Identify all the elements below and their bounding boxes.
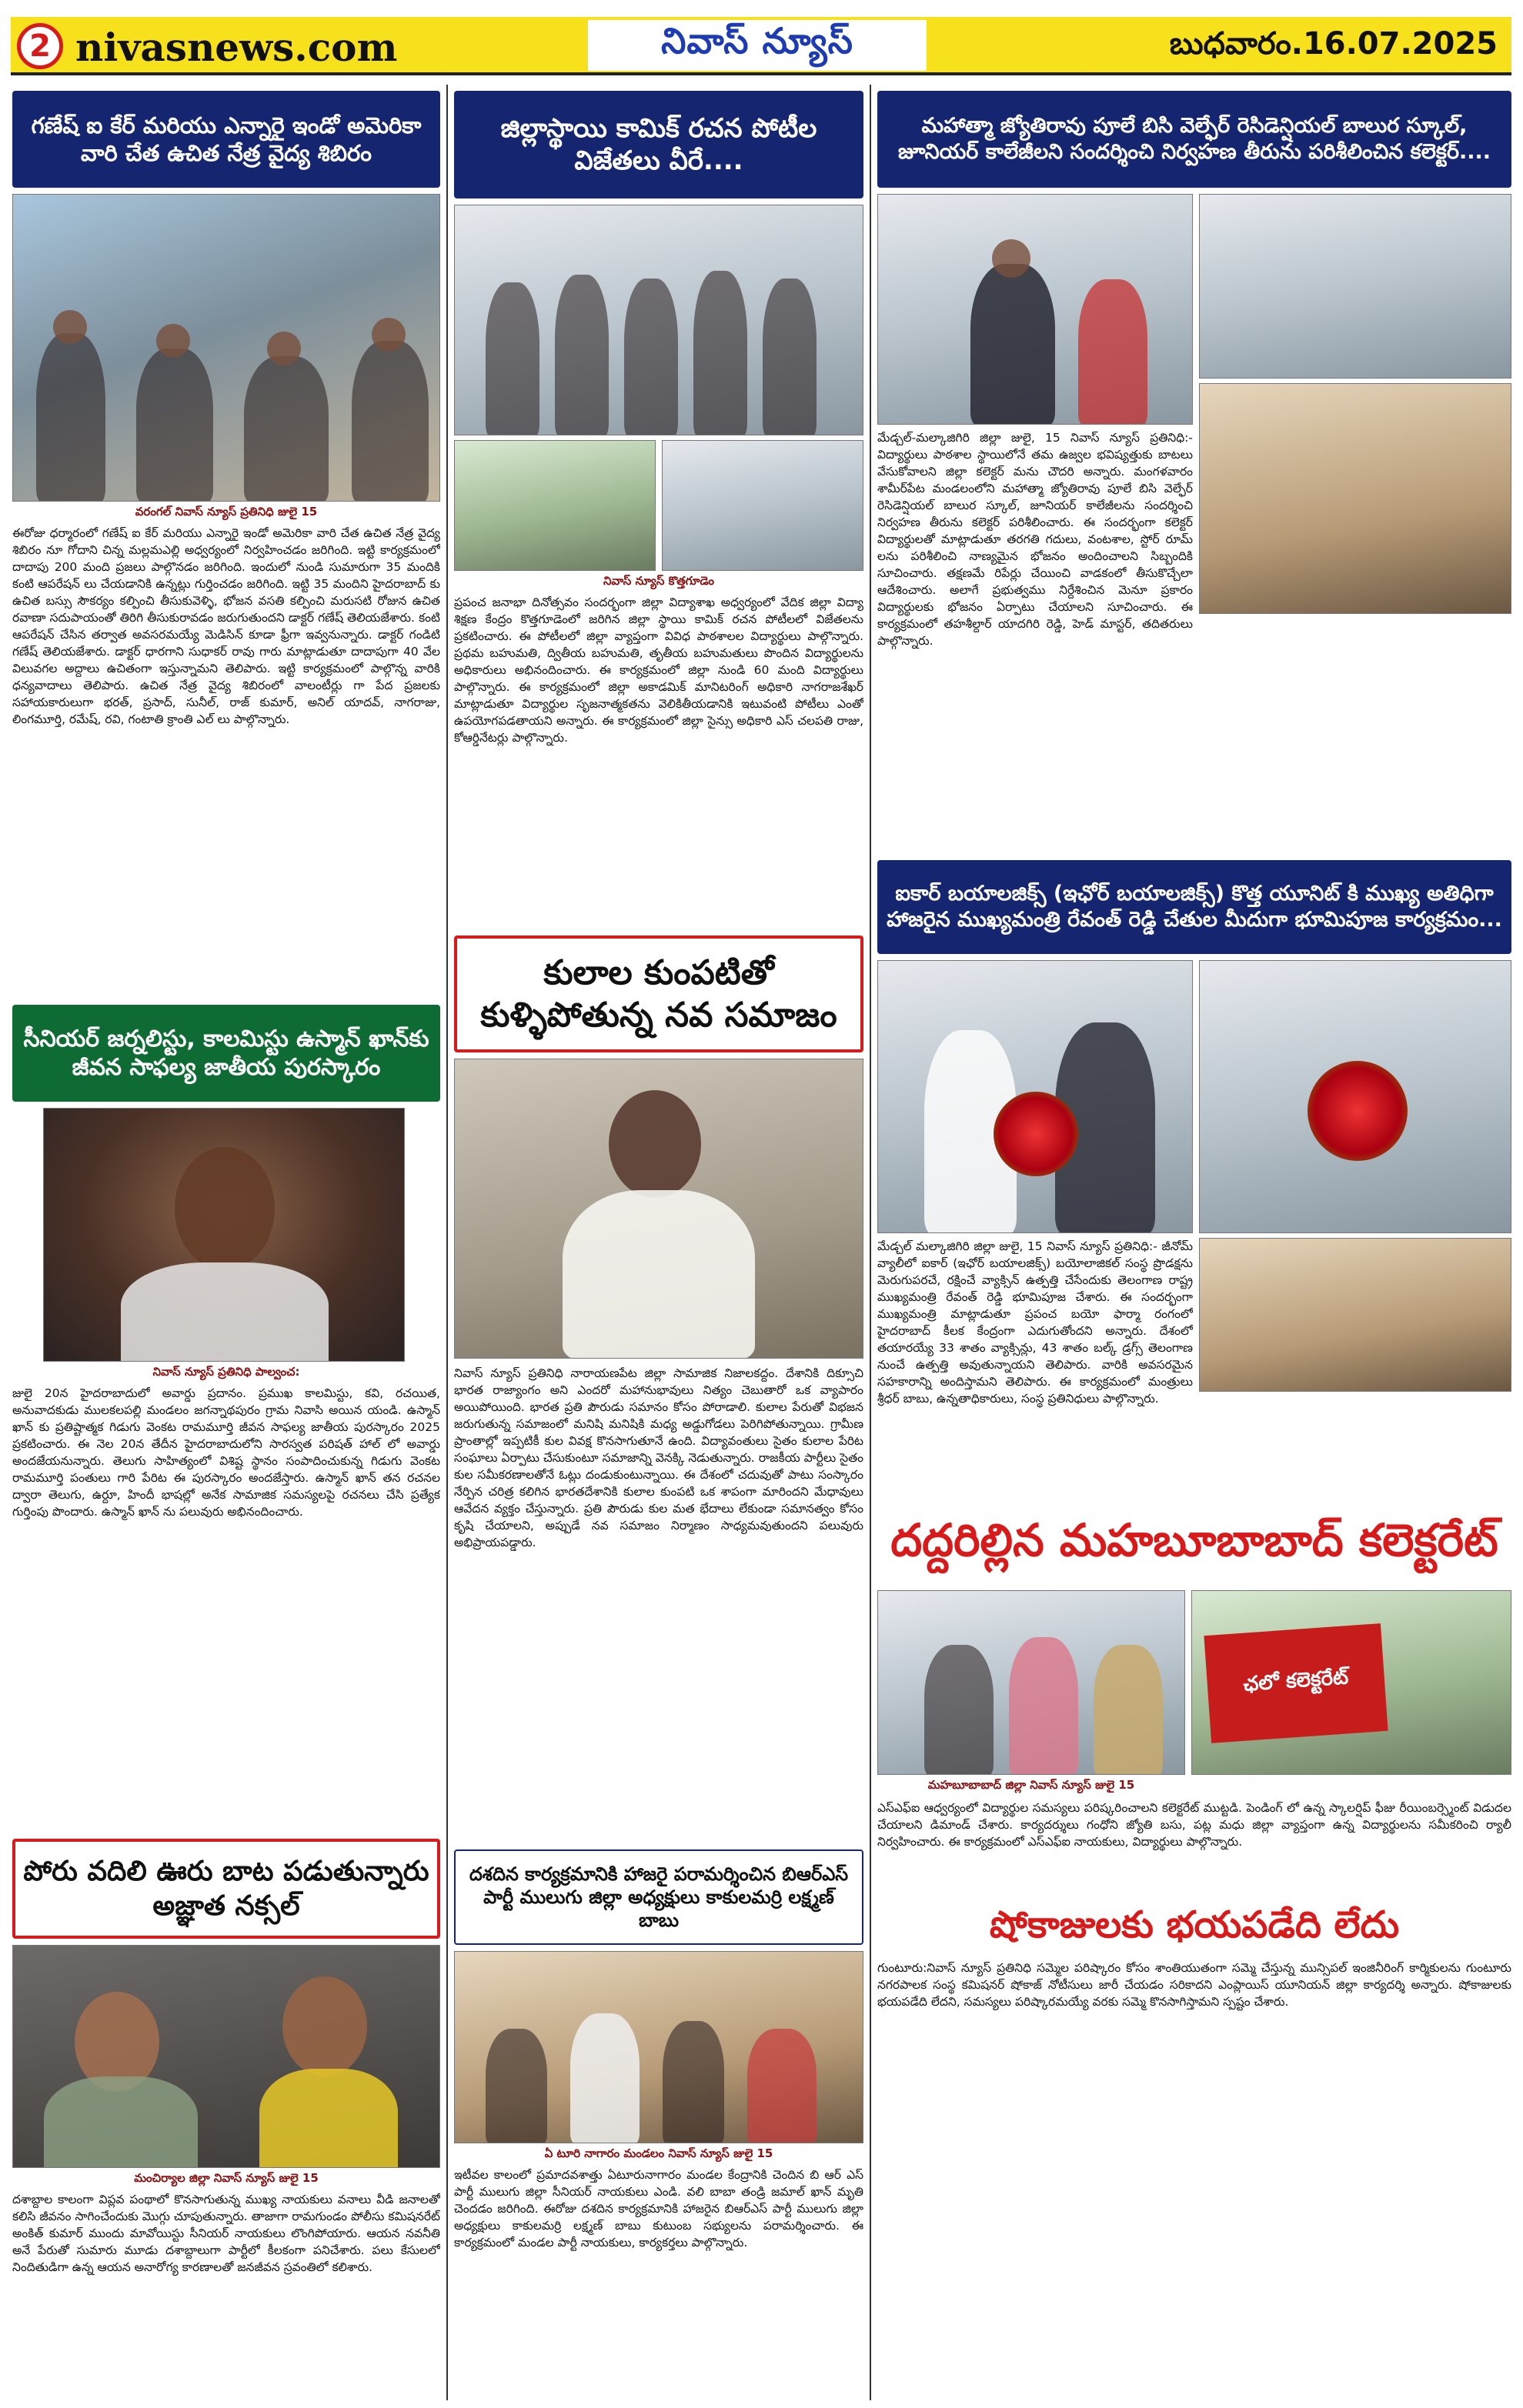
headline-icar: ఐకార్ బయాలజిక్స్ (ఇఛోర్ బయాలజిక్స్) కొత్త యూనిట్ కి ముఖ్య అతిధిగా హాజరైన ముఖ్యమంత్రి రేవంత్ రెడ్డి చేతుల మీదుగా భూమిపూజ కార్యక్రమం... xyxy=(877,860,1511,954)
dateline: బుధవారం.16.07.2025 xyxy=(1169,26,1498,62)
column-middle xyxy=(454,91,863,2282)
photo-phule-classroom xyxy=(1199,194,1511,379)
byline-mahabubabad: మహబూబాబాద్ జిల్లా నివాస్ న్యూస్ జులై 15 xyxy=(927,1778,1135,1792)
photo-icar-bhoomi-puja xyxy=(1199,1238,1511,1392)
column-right xyxy=(877,91,1511,2067)
body-mahabubabad: ఎస్ఎఫ్ఐ ఆధ్వర్యంలో విద్యార్థుల సమస్యలు పరిష్కరించాలని కలెక్టరేట్ ముట్టడి. పెండింగ్ లో ఉన్న స్కాలర్షిప్ ఫీజు రీయింబర్స్మెంట్ విడుదల చేయాలని డిమాండ్ చేశారు. కార్యదర్శులు గంధోని జ్యోతి బసు, పట్ల మధు జిల్లా వ్యాప్తంగా ఉన్న విద్యార్థులను సమీకరించి ర్యాలీ నిర్వహించారు. ఈ కార్యక్రమంలో ఎస్ఎఫ్ఐ నాయకులు, విద్యార్థులు పాల్గొన్నారు. xyxy=(877,1801,1511,1849)
column-divider xyxy=(446,85,448,2400)
byline-usman-award: నివాస్ న్యూస్ ప్రతినిధి పాల్వంచ: xyxy=(152,1365,300,1379)
body-caste-society: నివాస్ న్యూస్ ప్రతినిధి నారాయణపేట జిల్లా సామాజిక నిజాలకద్దం. దేశానికి దిక్సూచి భారత రాజ్యాంగం అని ఎందరో మహానుభావులు నిత్యం చెబుతారో ఒక వ్యాపారం అయిపోయింది. భారత ప్రతి పౌరుడు సమానం కోసం పోరాడాలి. కులాల పేరుతో విభజన జరుగుతున్న సమాజంలో మనిషి మనిషికి మధ్య అడ్డుగోడలు పెరిగిపోతున్నాయి. గ్రామీణ ప్రాంతాల్లో ఇప్పటికీ కుల వివక్ష కొనసాగుతూనే ఉంది. విద్యావంతులు సైతం కులాల పేరిట సంఘాలు ఏర్పాటు చేసుకుంటూ సమాజాన్ని వెనక్కి నెడుతున్నారు. రాజకీయ పార్టీలు సైతం కుల సమీకరణాలతోనే ఓట్లు దండుకుంటున్నాయి. ఈ దేశంలో చదువుతో పాటు సంస్కారం నేర్పిన చరిత్ర కలిగిన భారతదేశానికి కులాల కుంపటి ఒక శాపంగా మారిందని మేధావులు ఆవేదన వ్యక్తం చేస్తున్నారు. ప్రతి పౌరుడు కుల మత భేదాలు లేకుండా సమానత్వం కోసం కృషి చేయాలని, అప్పుడే నవ సమాజం నిర్మాణం సాధ్యమవుతుందని పలువురు అభిప్రాయపడ్డారు. xyxy=(454,1366,863,1549)
headline-brs-dasadina: దశదిన కార్యక్రమానికి హాజరై పరామర్శించిన బిఆర్ఎస్ పార్టీ ములుగు జిల్లా అధ్యక్షులు కాకులమర్రి లక్ష్మణ్ బాబు xyxy=(454,1849,863,1945)
photo-icar-cm xyxy=(877,960,1193,1233)
body-comic-contest: ప్రపంచ జనాభా దినోత్సవం సందర్భంగా జిల్లా విద్యాశాఖ అధ్వర్యంలో వేదిక జిల్లా విద్యా శిక్షణ కేంద్రం కొత్తగూడెంలో జరిగిన జిల్లా స్థాయి కామిక్ రచన పోటీలలో విజేతలను ప్రకటించారు. ఈ పోటీలలో జిల్లా వ్యాప్తంగా వివిధ పాఠశాలల విద్యార్థులు పాల్గొన్నారు. ప్రథమ బహుమతి, ద్వితీయ బహుమతి, తృతీయ బహుమతులు పొందిన విద్యార్థులను అధికారులు అభినందించారు. ఈ కార్యక్రమంలో జిల్లా నుండి 60 మంది విద్యార్థులు పాల్గొన్నారు. ఈ కార్యక్రమంలో జిల్లా అకాడమిక్ మానిటరింగ్ అధికారి నాగరాజశేఖర్ మాట్లాడుతూ విద్యార్థుల సృజనాత్మకతను వెలికితీయడానికి ఇటువంటి పోటీలు ఎంతో ఉపయోగపడతాయని అన్నారు. ఈ కార్యక్రమంలో జిల్లా సైన్సు అధికారి ఎస్ చలపతి రాజు, కోఆర్డినేటర్లు పాల్గొన్నారు. xyxy=(454,595,863,745)
photo-naxal xyxy=(12,1945,440,2168)
body-brs-dasadina: ఇటీవల కాలంలో ప్రమాదవశాత్తు ఏటూరునాగారం మండల కేంద్రానికి చెందిన బి ఆర్ ఎస్ పార్టీ ములుగు జిల్లా సీనియర్ నాయకులు ఎండి. వలి బాబా తండ్రి జమాల్ ఖాన్ మృతి చెందడం జరిగింది. ఈరోజు దశదిన కార్యక్రమానికి హాజరైన బిఆర్ఎస్ పార్టీ ములుగు జిల్లా అధ్యక్షులు కాకులమర్రి లక్ష్మణ్ బాబు కుటుంబ సభ్యులను పరామర్శించారు. ఈ కార్యక్రమంలో మండల పార్టీ నాయకులు, కార్యకర్తలు పాల్గొన్నారు. xyxy=(454,2168,863,2250)
rally-banner: ఛలో కలెక్టరేట్ xyxy=(1204,1623,1388,1743)
site-name[interactable]: nivasnews.com xyxy=(75,25,398,70)
photo-phule-collector xyxy=(877,194,1193,425)
headline-eye-camp: గణేష్ ఐ కేర్ మరియు ఎన్నారై ఇండో అమెరికా వారి చేత ఉచిత నేత్ర వైద్య శిబిరం xyxy=(12,91,440,188)
body-naxal: దశాబ్దాల కాలంగా విప్లవ పంథాలో కొనసాగుతున్న ముఖ్య నాయకులు వనాలు వీడి జనాలతో కలిసి జీవనం సాగించేందుకు మొగ్గు చూపుతున్నారు. తాజాగా రామగుండం పోలీసు కమిషనరేట్ అంకిత్ కుమార్ ముందు మావోయిస్టు సీనియర్ నాయకులు లొంగిపోయారు. ఆయన నవనీతి అనే పేరుతో సుమారు మూడు దశాబ్దాలుగా పార్టీలో కీలకంగా పనిచేశారు. పలు కేసులలో నిందితుడిగా ఉన్న ఆయన అనారోగ్య కారణాలతో జనజీవన స్రవంతిలో కలిశారు. xyxy=(12,2193,440,2274)
column-divider xyxy=(870,85,871,2400)
photo-comic-contest-students xyxy=(454,440,656,571)
photo-comic-contest-prize xyxy=(662,440,863,571)
headline-shokaz: షోకాజులకు భయపడేది లేదు xyxy=(877,1895,1511,1955)
body-usman-award: జులై 20న హైదరాబాదులో అవార్డు ప్రదానం. ప్రముఖ కాలమిస్టు, కవి, రచయిత, అనువాదకుడు ములకలపల్లి మండలం జగన్నాథపురం గ్రామ నివాసి అయిన యండి. ఉస్మాన్ ఖాన్ కు ప్రతిష్టాత్మక గిడుగు వెంకట రామమూర్తి జీవన సాఫల్య జాతీయ పురస్కారం 2025 ప్రకటించారు. ఈ నెల 20న తేదీన హైదరాబాదులోని సారస్వత పరిషత్ హాల్ లో అవార్డు అందజేయనున్నారు. తెలుగు సాహిత్యంలో విశిష్ట స్థానం సంపాదించుకున్న గిడుగు వెంకట రామమూర్తి పంతులు గారి పేరిట ఈ పురస్కారం అందజేస్తారు. ఉస్మాన్ ఖాన్ తన రచనల ద్వారా తెలుగు, ఉర్దూ, హిందీ భాషల్లో అనేక సామాజిక సమస్యలపై రచనలు చేసి ప్రత్యేక గుర్తింపు పొందారు. ఉస్మాన్ ఖాన్ ను పలువురు అభినందించారు. xyxy=(12,1386,440,1519)
photo-caste-society xyxy=(454,1059,863,1359)
photo-mahabubabad-memorandum xyxy=(877,1590,1185,1775)
headline-phule-school: మహాత్మా జ్యోతిరావు పూలే బిసి వెల్ఫేర్ రెసిడెన్షియల్ బాలుర స్కూల్, జూనియర్ కాలేజీలని సందర్శించి నిర్వహణ తీరును పరిశీలించిన కలెక్టర్.... xyxy=(877,91,1511,188)
body-icar: మేడ్చల్ మల్కాజిగిరి జిల్లా జులై, 15 నివాస్ న్యూస్ ప్రతినిధి:- జీనోమ్ వ్యాలీలో ఐకార్ (ఇఛోర్ బయాలజిక్స్) బయోలాజికల్ సంస్థ ప్రొడక్షను మెరుగుపరచే, రక్షించే వ్యాక్సిన్ ఉత్పత్తి చేసేందుకు తెలంగాణ రాష్ట్ర ముఖ్యమంత్రి రేవంత్ రెడ్డి భూమిపూజ చేశారు. ఈ సందర్భంగా ముఖ్యమంత్రి మాట్లాడుతూ ప్రపంచ బయో ఫార్మా రంగంలో హైదరాబాద్ కీలక కేంద్రంగా ఎదుగుతోందని అన్నారు. దేశంలో తయారయ్యే 33 శాతం వ్యాక్సిన్లు, 43 శాతం బల్క్ డ్రగ్స్ తెలంగాణ నుంచే ఉత్పత్తి అవుతున్నాయని తెలిపారు. వారికి అవసరమైన సహకారాన్ని అందిస్తామని తెలిపారు. ఈ కార్యక్రమంలో మంత్రులు శ్రీధర్ బాబు, ఉన్నతాధికారులు, సంస్థ ప్రతినిధులు పాల్గొన్నారు. xyxy=(877,1239,1193,1406)
byline-naxal: మంచిర్యాల జిల్లా నివాస్ న్యూస్ జులై 15 xyxy=(134,2171,319,2185)
byline-brs-dasadina: ఏ టూరి నాగారం మండలం నివాస్ న్యూస్ జులై 15 xyxy=(544,2146,773,2160)
headline-usman-award: సీనియర్ జర్నలిస్టు, కాలమిస్టు ఉస్మాన్ ఖాన్‌కు జీవన సాఫల్య జాతీయ పురస్కారం xyxy=(12,1005,440,1102)
photo-eye-camp xyxy=(12,194,440,502)
byline-eye-camp: వరంగల్ నివాస్ న్యూస్ ప్రతినిధి జులై 15 xyxy=(135,505,318,519)
column-left xyxy=(12,91,440,2306)
photo-usman-khan xyxy=(43,1108,405,1362)
photo-icar-bouquet xyxy=(1199,960,1511,1233)
body-shokaz: గుంటూరు:నివాస్ న్యూస్ ప్రతినిధి సమ్మెల పరిష్కారం కోసం శాంతియుతంగా సమ్మె చేస్తున్న మున్సిపల్ ఇంజినీరింగ్ కార్మికులను గుంటూరు నగరపాలక సంస్థ కమిషనర్ షోకాజ్ నోటీసులు జారీ చేయడం సరికాదని ఎంప్లాయిస్ యూనియన్ జిల్లా కార్యదర్శి అన్నారు. షోకాజులకు భయపడేది లేదని, సమస్యలు పరిష్కారమయ్యే వరకు సమ్మె కొనసాగిస్తామని స్పష్టం చేశారు. xyxy=(877,1961,1511,2009)
body-eye-camp: ఈరోజు ధర్మారంలో గణేష్ ఐ కేర్ మరియు ఎన్నారై ఇండో అమెరికా వారి చేత ఉచిత నేత్ర వైద్య శిబిరం నూ గోదాని చిన్న మల్లమఎల్లి అధ్వర్యంలో నిర్వహించడం జరిగింది. ఇట్టి కార్యక్రమంలో దాదాపు 200 మంది ప్రజలు పాల్గొనడం జరిగింది. ఇందులో నుండి సుమారుగా 35 మందికి కంటి ఆపరేషన్ లు చేయడానికి ఉన్నట్లు గుర్తించడం జరిగింది. ఇట్టి 35 మందిని హైదరాబాద్ కు ఉచిత బస్సు సౌకర్యం కల్పించి తీసుకువెళ్ళి, భోజన వసతి కల్పించి మరుసటి రోజున ఉచిత రవాణా సదుపాయంతో తిరిగి తీసుకురావడం జరుగుతుందని డాక్టర్ గణేష్ తెలియజేశారు. కంటి ఆపరేషన్ చేసిన తర్వాత అవసరమయ్యే మెడిసిన్ కూడా ఫ్రీగా ఇవ్వనున్నారు. డాక్టర్ గండిటి గణేష్ తెలియజేశారు. డాక్టర్ ధారగాని సుధాకర్ రావు గారు మాట్లాడుతూ దాదాపుగా 40 వేల విలువగల అద్దాలు ఉచితంగా ఇస్తున్నామని తెలిపారు. ఇట్టి కార్యక్రమంలో పాల్గొన్న వారికి ధన్యవాదాలు తెలిపారు. ఉచిత నేత్ర వైద్య శిబిరంలో వాలంటీర్లు గా పేద ప్రజలకు సహాయకారులుగా భరత్, ప్రసాద్, సునీల్, రాజ్ కుమార్, అనిల్ యాదవ్, నాగరాజు, లింగమూర్తి, రమేష్, రవి, గంటాతి క్రాంతి ఎల్ లు పాల్గొన్నారు. xyxy=(12,526,440,726)
headline-comic-contest: జిల్లాస్థాయి కామిక్ రచన పోటీల విజేతలు వీరే.... xyxy=(454,91,863,198)
paper-name: నివాస్ న్యూస్ xyxy=(588,20,927,71)
headline-mahabubabad: దద్దరిల్లిన మహబూబాబాద్ కలెక్టరేట్ xyxy=(877,1495,1511,1586)
photo-brs-dasadina xyxy=(454,1951,863,2143)
photo-comic-contest-group xyxy=(454,205,863,435)
body-phule-school: మేడ్చల్-మల్కాజిగిరి జిల్లా జులై, 15 నివాస్ న్యూస్ ప్రతినిధి:- విద్యార్థులు పాఠశాల స్థాయిలోనే తమ ఉజ్వల భవిష్యత్తుకు బాటలు వేసుకోవాలని జిల్లా కలెక్టర్ మను చౌదరి అన్నారు. మంగళవారం శామీర్‌పేట మండలంలోని మహాత్మా జ్యోతిరావు పూలే బిసి వెల్ఫేర్ రెసిడెన్షియల్ బాలుర స్కూల్, జూనియర్ కాలేజీలను సందర్శించి నిర్వహణ తీరును కలెక్టర్ పరిశీలించారు. ఈ సందర్భంగా కలెక్టర్ విద్యార్థులతో మాట్లాడుతూ తరగతి గదులు, వంటశాల, స్టోర్ రూమ్ లను పరిశీలించి నాణ్యమైన భోజనం అందించాలని సిబ్బందికి సూచించారు. తక్షణమే రిపేర్లు చేయించి వాడకంలో తీసుకొచ్చేలా ఆదేశించారు. అలాగే ప్రభుత్వము నిర్దేశించిన మెనూ ప్రకారం విద్యార్థులకు భోజనం ఏర్పాటు చేయాలని సూచించారు. ఈ కార్యక్రమంలో తహశీల్దార్ యాదగిరి రెడ్డి, హెడ్ మాస్టర్, తదితరులు పాల్గొన్నారు. xyxy=(877,431,1193,648)
page-number: 2 xyxy=(17,23,63,69)
masthead xyxy=(11,17,1511,75)
photo-mahabubabad-rally xyxy=(1191,1590,1511,1775)
headline-naxal: పోరు వదిలి ఊరు బాట పడుతున్నారు అజ్ఞాత నక్సల్ xyxy=(12,1839,440,1939)
byline-comic-contest: నివాస్ న్యూస్ కొత్తగూడెం xyxy=(603,574,715,588)
headline-caste-society: కులాల కుంపటితో కుళ్ళిపోతున్న నవ సమాజం xyxy=(454,936,863,1052)
photo-phule-kitchen xyxy=(1199,383,1511,614)
